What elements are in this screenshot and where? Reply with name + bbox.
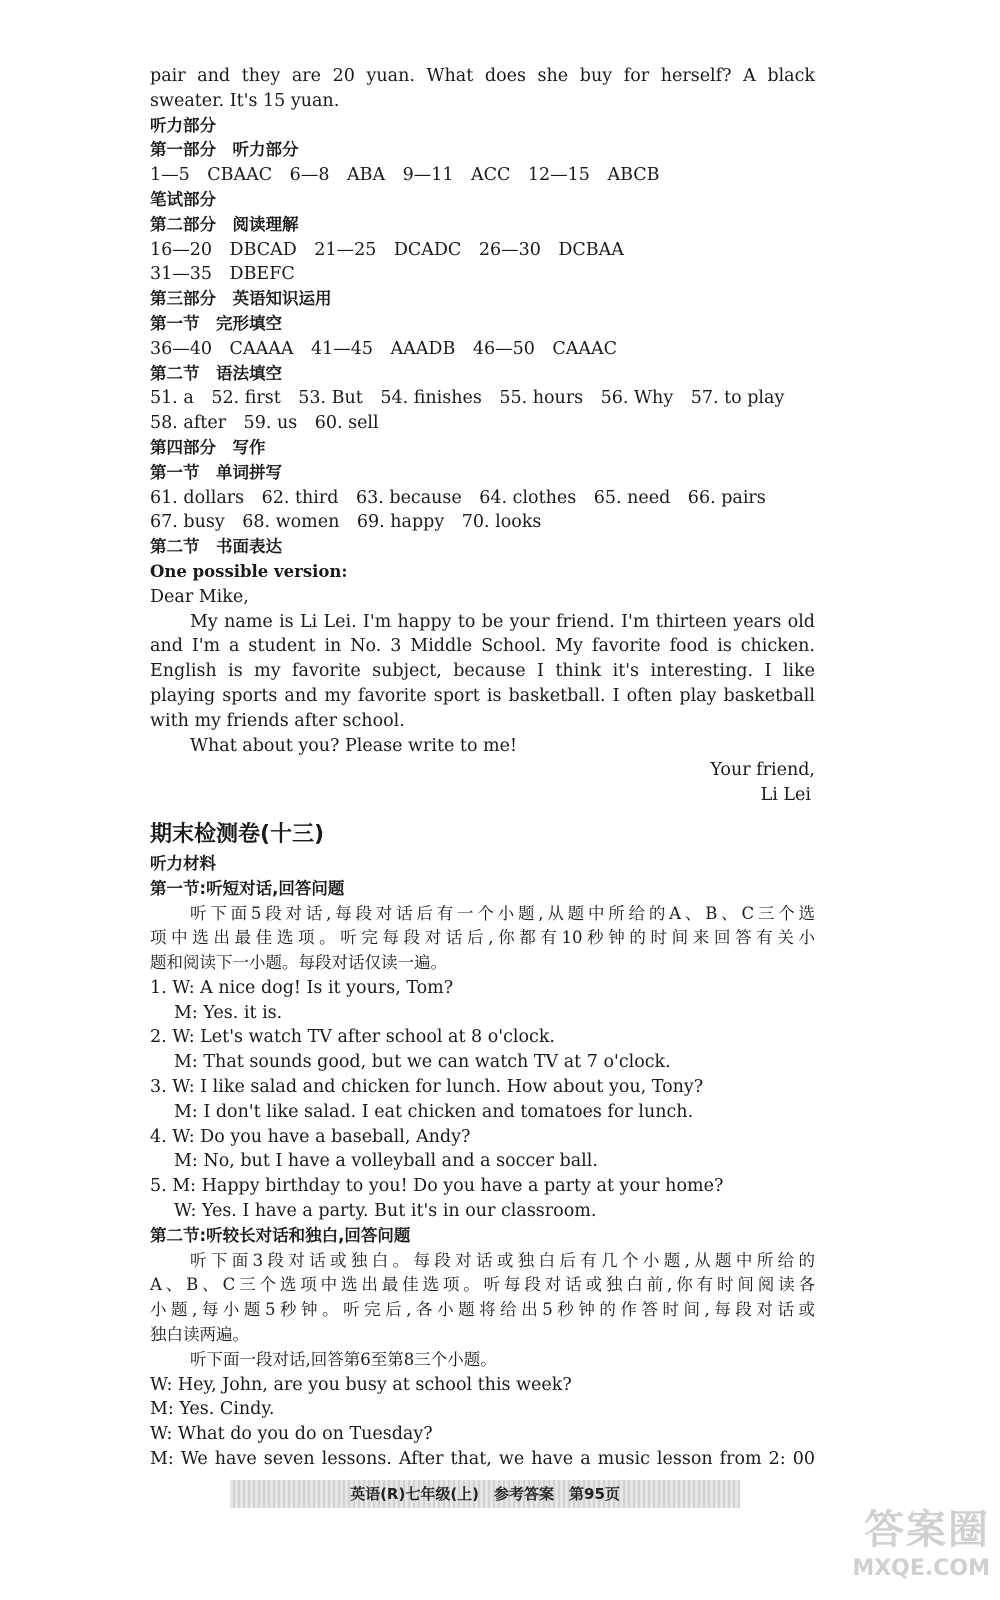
letter-line: English is my favorite subject, because I think it's interesting. I like xyxy=(150,661,815,682)
letter-line: My name is Li Lei. I'm happy to be your friend. I'm thirteen years old xyxy=(190,611,815,632)
section-heading: 听力材料 xyxy=(150,853,216,873)
section-heading: 第四部分 写作 xyxy=(150,437,266,457)
letter-greeting: Dear Mike, xyxy=(150,586,249,607)
dialogue-line: 5. M: Happy birthday to you! Do you have a party at your home? xyxy=(150,1176,724,1197)
dialogue-line: M: No, but I have a volleyball and a soccer ball. xyxy=(174,1151,598,1172)
letter-line: with my friends after school. xyxy=(150,710,405,731)
dialogue-line: M: I don't like salad. I eat chicken and tomatoes for lunch. xyxy=(174,1101,694,1122)
dialogue-line: 2. W: Let's watch TV after school at 8 o'clock. xyxy=(150,1027,555,1048)
dialogue-line: 3. W: I like salad and chicken for lunch. How about you, Tony? xyxy=(150,1077,704,1098)
section-heading: 第二节 书面表达 xyxy=(150,537,282,557)
section-heading: 第一节 完形填空 xyxy=(150,313,282,333)
text-line: pair and they are 20 yuan. What does she buy for herself? A black xyxy=(150,66,815,86)
exam-title: 期末检测卷(十三) xyxy=(150,821,325,847)
section-heading: 第一节:听短对话,回答问题 xyxy=(150,878,345,898)
page-footer: 英语(R)七年级(上) 参考答案 第95页 xyxy=(230,1480,740,1508)
section-heading: 第三部分 英语知识运用 xyxy=(150,289,332,309)
dialogue-line: 1. W: A nice dog! Is it yours, Tom? xyxy=(150,977,454,998)
dialogue-line: W: Hey, John, are you busy at school this week? xyxy=(150,1374,572,1395)
letter-line: playing sports and my favorite sport is basketball. I often play basketball xyxy=(150,685,815,706)
instruction-line: 小题,每小题5秒钟。听完后,各小题将给出5秒钟的作答时间,每段对话或 xyxy=(150,1300,815,1320)
section-heading: 笔试部分 xyxy=(150,189,216,209)
dialogue-line: W: What do you do on Tuesday? xyxy=(150,1424,433,1445)
dialogue-line: M: Yes. it is. xyxy=(174,1002,283,1023)
dialogue-line: M: That sounds good, but we can watch TV at 7 o'clock. xyxy=(174,1052,671,1073)
section-heading: 第二节 语法填空 xyxy=(150,363,282,383)
watermark-logo: 答案圈 xyxy=(864,1507,990,1553)
watermark-url: MXQE.COM xyxy=(852,1556,990,1581)
watermark xyxy=(790,1505,990,1595)
instruction-line: 独白读两遍。 xyxy=(150,1325,249,1345)
letter-closing: Your friend, xyxy=(710,760,815,781)
section-heading: 第一节 单词拼写 xyxy=(150,462,282,482)
dialogue-line: M: We have seven lessons. After that, we have a music lesson from 2: 00 xyxy=(150,1449,815,1470)
section-heading: 第一部分 听力部分 xyxy=(150,140,299,160)
instruction-line: 项中选出最佳选项。听完每段对话后,你都有10秒钟的时间来回答有关小 xyxy=(150,928,815,948)
instruction-line: 听下面一段对话,回答第6至第8三个小题。 xyxy=(190,1349,497,1369)
section-heading: 第二部分 阅读理解 xyxy=(150,214,299,234)
letter-line: and I'm a student in No. 3 Middle School. My favorite food is chicken. xyxy=(150,636,815,657)
dialogue-line: 4. W: Do you have a baseball, Andy? xyxy=(150,1126,471,1147)
answer-line: 61. dollars 62. third 63. because 64. clothes 65. need 66. pairs xyxy=(150,487,766,508)
section-heading: 听力部分 xyxy=(150,115,216,135)
answer-page xyxy=(150,64,815,1472)
letter-line: What about you? Please write to me! xyxy=(190,735,518,756)
section-heading: 第二节:听较长对话和独白,回答问题 xyxy=(150,1225,411,1245)
dialogue-line: W: Yes. I have a party. But it's in our classroom. xyxy=(174,1201,597,1222)
answer-line: 58. after 59. us 60. sell xyxy=(150,413,379,434)
instruction-line: 听下面3段对话或独白。每段对话或独白后有几个小题,从题中所给的 xyxy=(190,1250,815,1270)
answer-line: 1—5 CBAAC 6—8 ABA 9—11 ACC 12—15 ABCB xyxy=(150,165,660,186)
answer-line: 36—40 CAAAA 41—45 AAADB 46—50 CAAAC xyxy=(150,338,618,359)
instruction-line: 听下面5段对话,每段对话后有一个小题,从题中所给的A、B、C三个选 xyxy=(190,903,815,923)
letter-signature: Li Lei xyxy=(760,785,811,806)
instruction-line: A、B、C三个选项中选出最佳选项。听每段对话或独白前,你有时间阅读各 xyxy=(150,1275,815,1295)
answer-line: 67. busy 68. women 69. happy 70. looks xyxy=(150,512,542,533)
answer-line: 31—35 DBEFC xyxy=(150,264,295,285)
answer-line: 51. a 52. first 53. But 54. finishes 55. hours 56. Why 57. to play xyxy=(150,388,785,409)
instruction-line: 题和阅读下一小题。每段对话仅读一遍。 xyxy=(150,953,447,973)
dialogue-line: M: Yes. Cindy. xyxy=(150,1399,275,1420)
version-label: One possible version: xyxy=(150,561,348,581)
answer-line: 16—20 DBCAD 21—25 DCADC 26—30 DCBAA xyxy=(150,239,624,260)
text-line: sweater. It's 15 yuan. xyxy=(150,90,340,111)
